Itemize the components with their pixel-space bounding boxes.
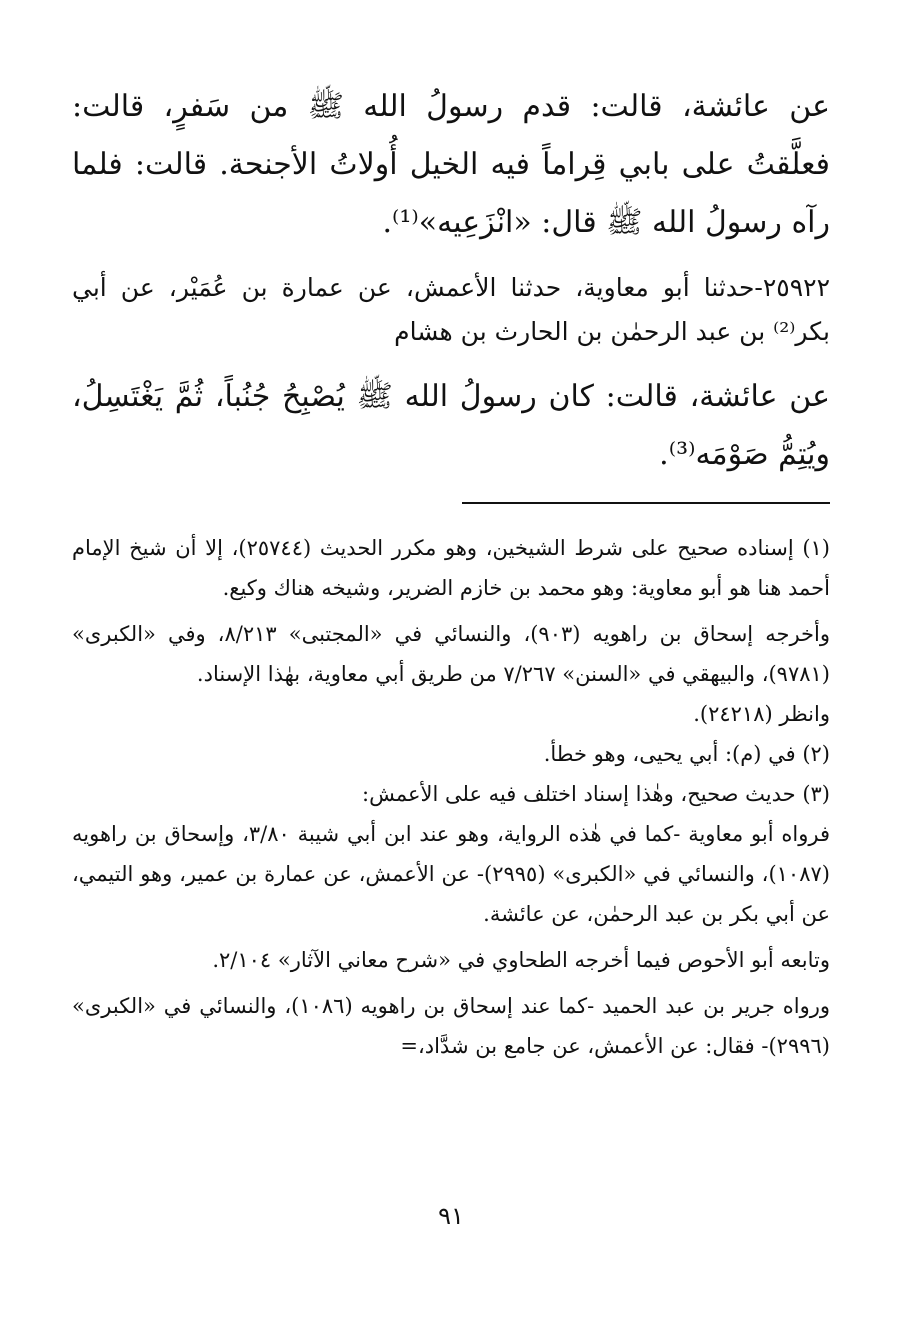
hadith-text-2: عن عائشة، قالت: كان رسولُ الله ﷺ يُصْبِحُ جُنُباً، ثُمَّ يَغْتَسِلُ، ويُتِمُّ صَوْمَه⁽³⁾. [72, 379, 830, 472]
footnote-3-mutabaa: وتابعه أبو الأحوص فيما أخرجه الطحاوي في «شرح معاني الآثار» ٢/١٠٤. [212, 948, 830, 972]
footnote-separator [462, 502, 830, 504]
footnote-3: (٣) حديث صحيح، وهٰذا إسناد اختلف فيه على الأعمش: [362, 782, 830, 806]
footnote-1-takhrij: وأخرجه إسحاق بن راهويه (٩٠٣)، والنسائي في «المجتبى» ٨/٢١٣، وفي «الكبرى» (٩٧٨١)، والبيهقي في «السنن» ٧/٢٦٧ من طريق أبي معاوية، بهٰذا الإسناد. [72, 622, 830, 686]
hadith-text-1: عن عائشة، قالت: قدم رسولُ الله ﷺ من سَفرٍ، قالت: فعلَّقتُ على بابي قِراماً فيه الخيل أُولاتُ الأجنحة. قالت: فلما رآه رسولُ الله ﷺ قال: «انْزَعِيه»⁽¹⁾. [72, 89, 830, 240]
footnote-1: (١) إسناده صحيح على شرط الشيخين، وهو مكرر الحديث (٢٥٧٤٤)، إلا أن شيخ الإمام أحمد هنا هو أبو معاوية: وهو محمد بن خازم الضرير، وشيخه هناك وكيع. [72, 536, 830, 600]
main-text [72, 78, 830, 484]
page-number: ٩١ [438, 1202, 464, 1230]
footnotes [72, 528, 830, 1066]
footnote-1-see-also: وانظر (٢٤٢١٨). [693, 702, 830, 726]
isnad-25922: ٢٥٩٢٢-حدثنا أبو معاوية، حدثنا الأعمش، عن عمارة بن عُمَيْر، عن أبي بكر⁽²⁾ بن عبد الرحمٰن بن الحارث بن هشام [72, 273, 830, 346]
footnote-3-riwaya-2: ورواه جرير بن عبد الحميد -كما عند إسحاق بن راهويه (١٠٨٦)، والنسائي في «الكبرى» (٢٩٩٦)- فقال: عن الأعمش، عن جامع بن شدَّاد،= [72, 994, 830, 1058]
footnote-3-riwaya-1: فرواه أبو معاوية -كما في هٰذه الرواية، وهو عند ابن أبي شيبة ٣/٨٠، وإسحاق بن راهويه (١٠٨٧)، والنسائي في «الكبرى» (٢٩٩٥)- عن الأعمش، عن عمارة بن عمير، وهو التيمي، عن أبي بكر بن عبد الرحمٰن، عن عائشة. [72, 822, 830, 926]
footnote-2: (٢) في (م): أبي يحيى، وهو خطأ. [543, 742, 830, 766]
